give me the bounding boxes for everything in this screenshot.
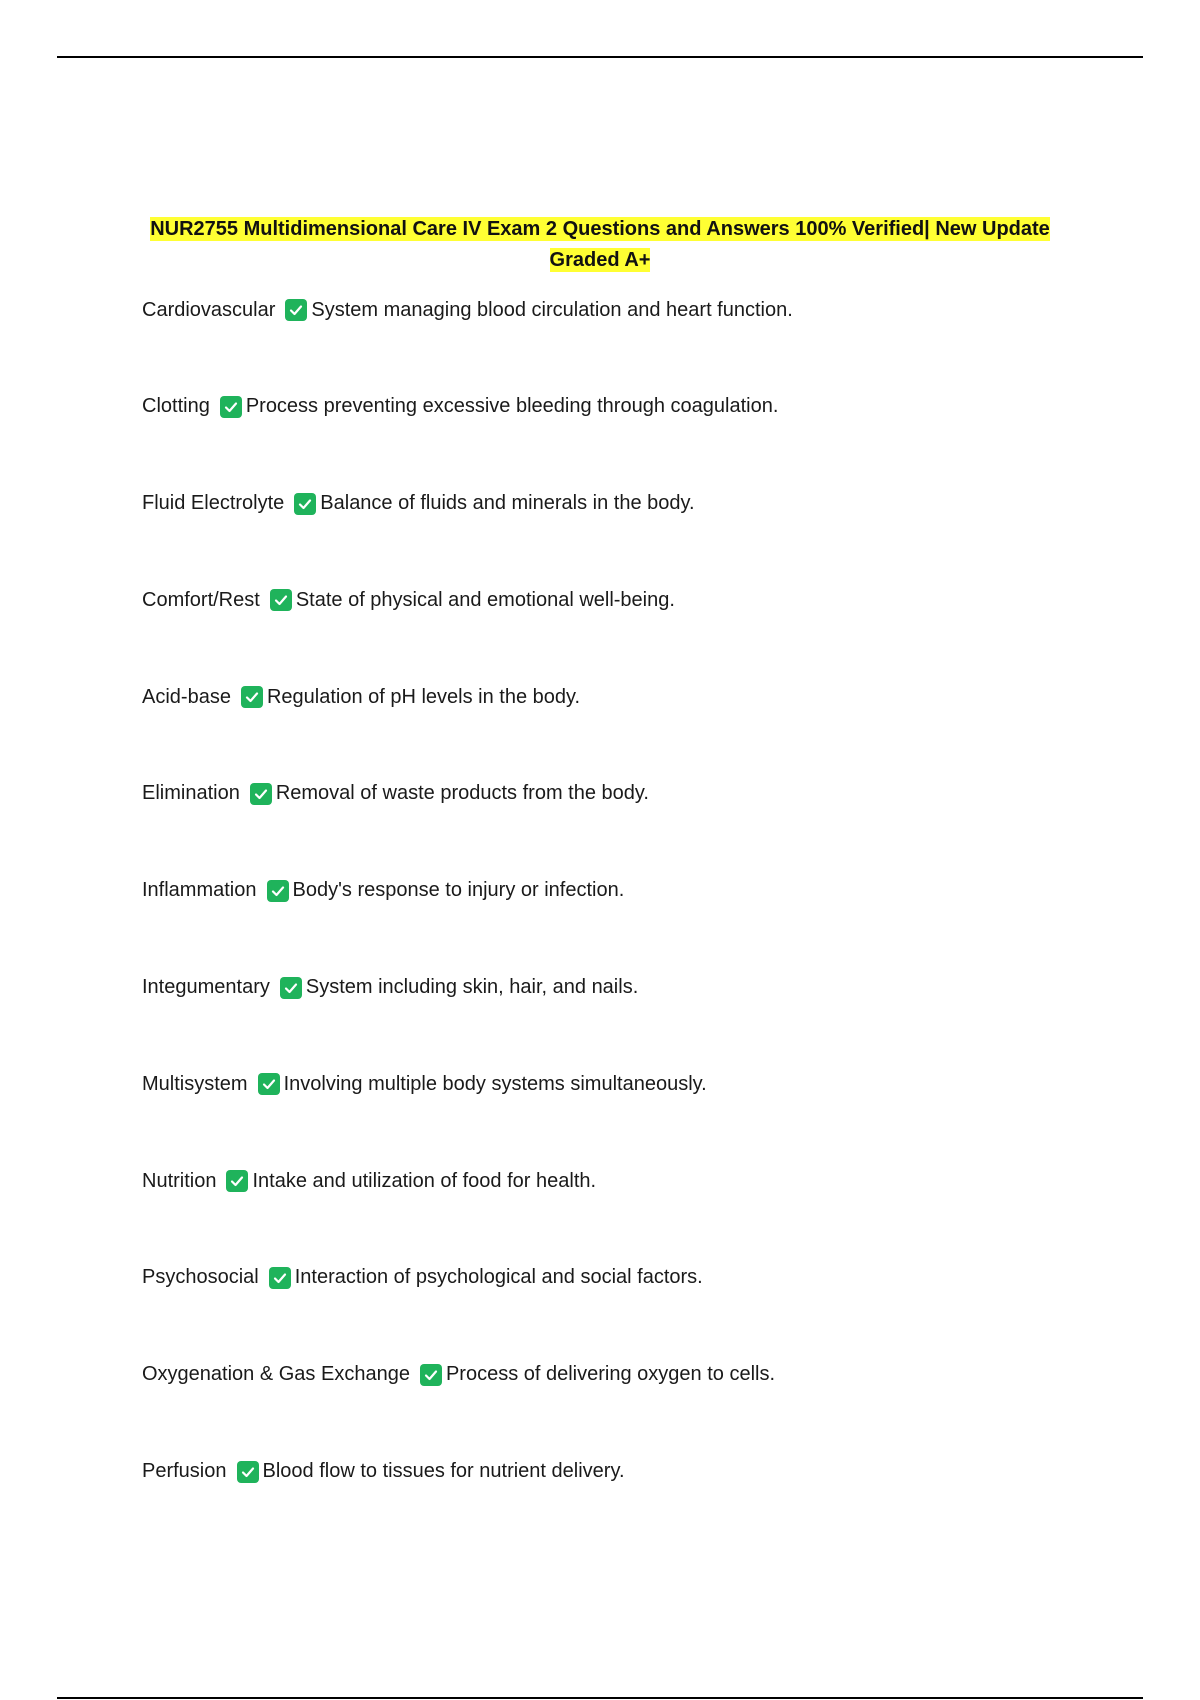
term-label: Nutrition [142,1169,217,1192]
definition-text: Blood flow to tissues for nutrient delivery. [262,1460,625,1483]
check-mark-icon [269,1267,291,1289]
term-label: Perfusion [142,1460,227,1483]
term-label: Comfort/Rest [142,588,260,611]
term-label: Multisystem [142,1072,248,1095]
definition-text: System including skin, hair, and nails. [305,976,639,999]
definition-text: State of physical and emotional well-being. [295,588,675,611]
list-item [142,1360,1142,1390]
definition-text: System managing blood circulation and heart function. [311,298,793,321]
term-label: Fluid Electrolyte [142,492,285,515]
document-title-text: NUR2755 Multidimensional Care IV Exam 2 Questions and Answers 100% Verified| New Update Graded A+ [150,218,1050,271]
list-item [142,585,1142,615]
check-mark-icon [285,299,307,321]
term-definition-list [142,295,1142,1553]
check-mark-icon [250,783,272,805]
list-item [142,973,1142,1003]
footer-rule [57,1697,1143,1699]
check-mark-icon [241,686,263,708]
term-label: Integumentary [142,976,270,999]
definition-text: Process of delivering oxygen to cells. [445,1363,776,1386]
list-item [142,876,1142,906]
list-item [142,779,1142,809]
check-mark-icon [294,493,316,515]
definition-text: Removal of waste products from the body. [275,782,649,805]
term-label: Elimination [142,782,240,805]
list-item [142,392,1142,422]
header-rule [57,56,1143,58]
term-label: Inflammation [142,879,257,902]
list-item [142,682,1142,712]
definition-text: Intake and utilization of food for health. [252,1169,597,1192]
check-mark-icon [267,880,289,902]
definition-text: Process preventing excessive bleeding through coagulation. [245,395,779,418]
definition-text: Balance of fluids and minerals in the body. [320,492,695,515]
check-mark-icon [226,1170,248,1192]
list-item [142,295,1142,325]
check-mark-icon [237,1461,259,1483]
document-title [142,214,1058,276]
check-mark-icon [220,396,242,418]
list-item [142,489,1142,519]
list-item [142,1069,1142,1099]
check-mark-icon [270,589,292,611]
term-label: Psychosocial [142,1266,259,1289]
list-item [142,1166,1142,1196]
definition-text: Body's response to injury or infection. [292,879,625,902]
term-label: Oxygenation & Gas Exchange [142,1363,410,1386]
definition-text: Regulation of pH levels in the body. [266,685,581,708]
definition-text: Involving multiple body systems simultaneously. [283,1072,707,1095]
term-label: Cardiovascular [142,298,276,321]
check-mark-icon [420,1364,442,1386]
list-item [142,1263,1142,1293]
check-mark-icon [280,977,302,999]
definition-text: Interaction of psychological and social factors. [294,1266,703,1289]
check-mark-icon [258,1073,280,1095]
list-item [142,1457,1142,1487]
term-label: Acid-base [142,685,231,708]
term-label: Clotting [142,395,210,418]
